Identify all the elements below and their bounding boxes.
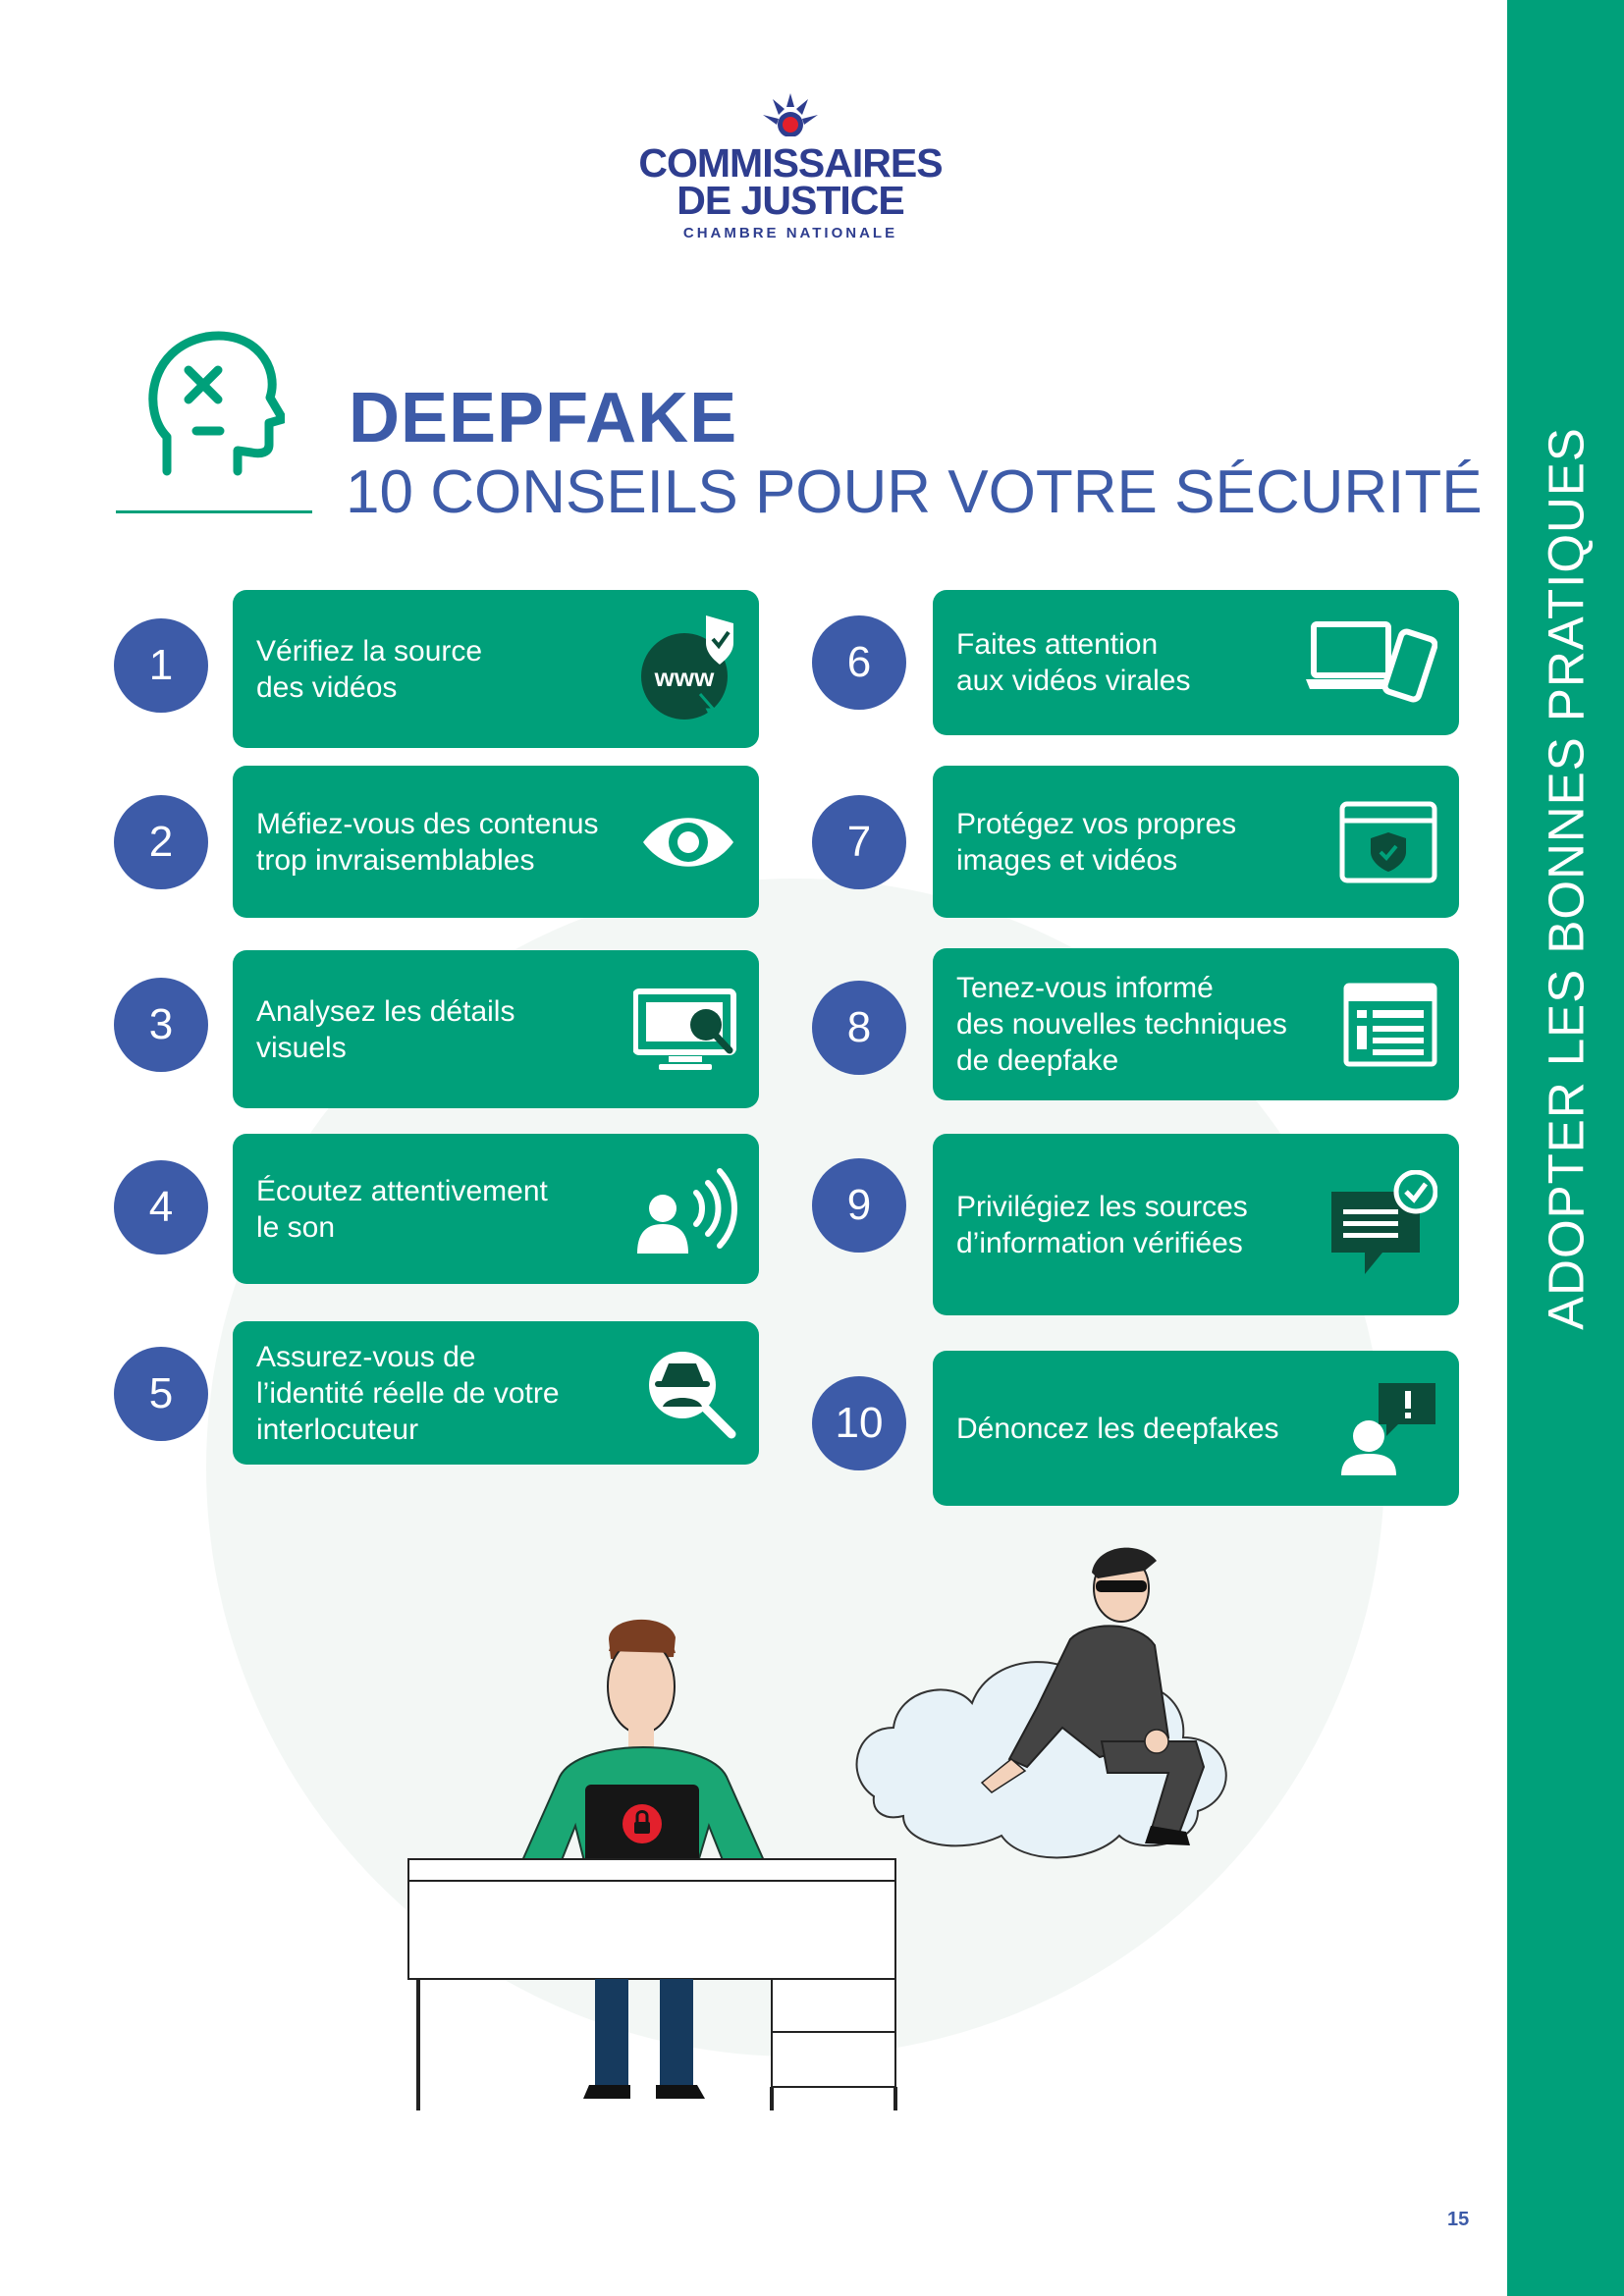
tip-text-4: Écoutez attentivement le son xyxy=(256,1174,548,1244)
chat-check-icon xyxy=(1327,1170,1437,1280)
tip-card-2 xyxy=(233,766,759,918)
tip-text-8: Tenez-vous informé des nouvelles techniques de deepfake xyxy=(956,972,1287,1077)
sidebar-section-title: ADOPTER LES BONNES PRATIQUES xyxy=(1538,427,1595,1330)
tip-number-2: 2 xyxy=(114,795,208,889)
tip-number-9: 9 xyxy=(812,1158,906,1253)
man-at-desk-illustration xyxy=(403,1610,913,2120)
tip-number-3: 3 xyxy=(114,978,208,1072)
tip-number-5: 5 xyxy=(114,1347,208,1441)
www-shield-icon xyxy=(639,615,737,723)
person-sound-icon xyxy=(635,1163,737,1255)
tip-card-4 xyxy=(233,1134,759,1284)
tip-card-10 xyxy=(933,1351,1459,1506)
news-window-icon xyxy=(1343,983,1437,1067)
tip-text-2: Méfiez-vous des contenus trop invraisemblables xyxy=(256,807,599,877)
page-subtitle: 10 CONSEILS POUR VOTRE SÉCURITÉ xyxy=(346,458,1483,526)
title-rule xyxy=(116,510,312,513)
logo xyxy=(589,93,992,241)
tip-number-6: 6 xyxy=(812,615,906,710)
page-number: 15 xyxy=(1447,2209,1470,2230)
tip-text-9: Privilégiez les sources d’information vérifiées xyxy=(956,1190,1248,1259)
tip-text-5: Assurez-vous de l’identité réelle de votre interlocuteur xyxy=(256,1340,560,1446)
spy-magnifier-icon xyxy=(643,1346,737,1440)
logo-star-icon xyxy=(759,93,822,144)
eye-icon xyxy=(639,808,737,877)
page-title: DEEPFAKE xyxy=(349,379,738,457)
tip-text-7: Protégez vos propres images et vidéos xyxy=(956,807,1237,877)
tip-card-9 xyxy=(933,1134,1459,1315)
tip-number-10: 10 xyxy=(812,1376,906,1470)
tip-text-1: Vérifiez la source des vidéos xyxy=(256,634,483,704)
tip-text-6: Faites attention aux vidéos virales xyxy=(956,628,1191,697)
monitor-magnifier-icon xyxy=(633,988,737,1072)
tip-text-3: Analysez les détails visuels xyxy=(256,994,515,1064)
person-alert-icon xyxy=(1339,1379,1437,1477)
laptop-phone-icon xyxy=(1304,620,1437,705)
tip-number-8: 8 xyxy=(812,981,906,1075)
browser-shield-icon xyxy=(1339,801,1437,883)
tip-card-6 xyxy=(933,590,1459,735)
tip-number-4: 4 xyxy=(114,1160,208,1255)
hacker-cloud-illustration xyxy=(844,1531,1267,1914)
tip-number-7: 7 xyxy=(812,795,906,889)
logo-line-3: CHAMBRE NATIONALE xyxy=(682,225,898,241)
tip-number-1: 1 xyxy=(114,618,208,713)
tip-text-10: Dénoncez les deepfakes xyxy=(956,1412,1279,1445)
logo-line-1: COMMISSAIRES xyxy=(638,140,943,186)
tip-card-3 xyxy=(233,950,759,1108)
tip-card-7 xyxy=(933,766,1459,918)
svg-text:www: www xyxy=(654,662,715,692)
tip-card-1 xyxy=(233,590,759,748)
tip-card-5 xyxy=(233,1321,759,1465)
logo-line-2: DE JUSTICE xyxy=(677,178,904,223)
tip-card-8 xyxy=(933,948,1459,1100)
head-x-icon xyxy=(147,329,285,476)
